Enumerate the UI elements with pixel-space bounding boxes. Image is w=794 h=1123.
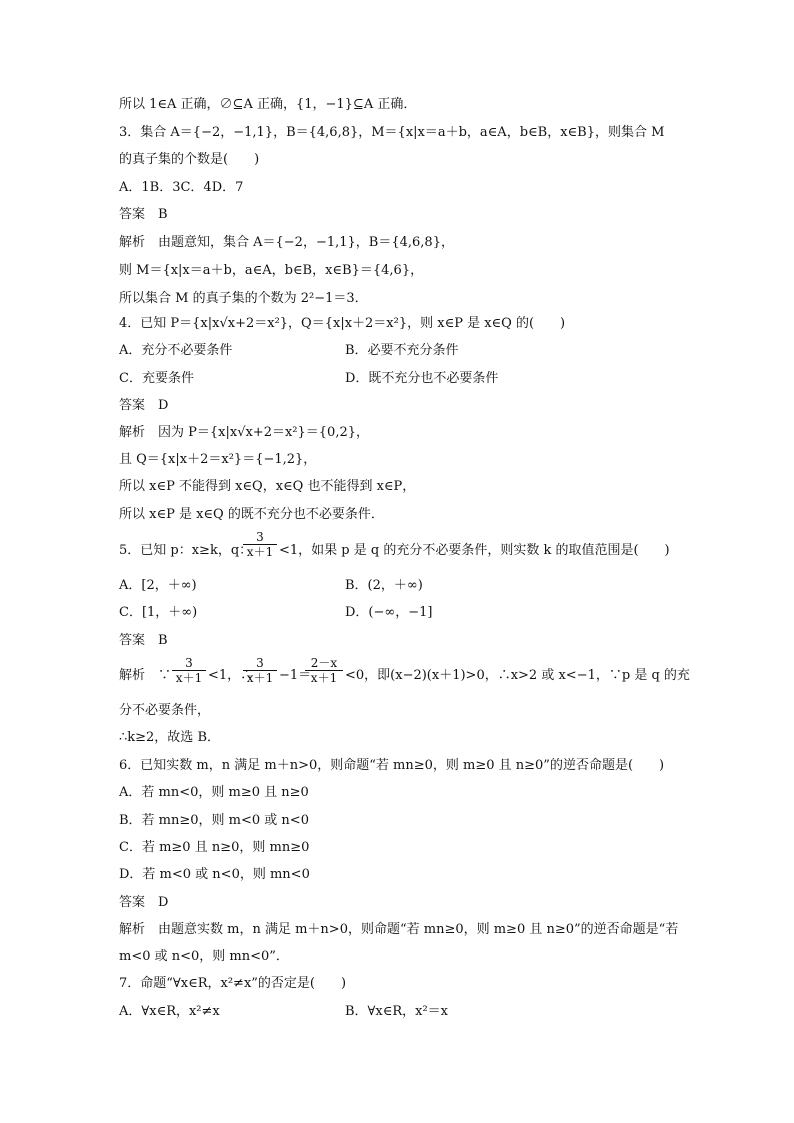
question-6-answer: 答案 D: [119, 895, 169, 910]
question-3-answer: 答案 B: [119, 207, 168, 222]
question-6-option-b: B．若 mn≥0，则 m<0 或 n<0: [119, 813, 309, 828]
fraction-q: [243, 530, 277, 559]
fraction-s2: [243, 656, 277, 685]
question-5-solution-mid-a: <1，∴: [208, 668, 254, 683]
question-5-stem-post: <1，如果 p 是 q 的充分不必要条件，则实数 k 的取值范围是( ): [279, 543, 670, 558]
fraction-s1: [172, 656, 206, 685]
question-4-option-b: B．必要不充分条件: [345, 343, 459, 358]
fraction-numerator: 3: [256, 656, 264, 670]
question-4-option-c: C．充要条件: [119, 371, 194, 386]
question-3-stem-cont: 的真子集的个数是( ): [119, 152, 260, 167]
fraction-denominator: x＋1: [246, 545, 274, 559]
question-5-option-c: C．[1，＋∞): [119, 605, 198, 620]
fraction-denominator: x＋1: [310, 671, 338, 685]
question-5-solution-3: ∴k≥2，故选 B．: [119, 730, 220, 745]
question-5-solution-mid-b: −1＝: [279, 668, 312, 683]
question-6-solution-1: 解析 由题意实数 m，n 满足 m＋n>0，则命题“若 mn≥0，则 m≥0 且 n≥0”的逆否命题是“若: [119, 922, 679, 937]
question-4-solution-4: 所以 x∈P 是 x∈Q 的既不充分也不必要条件．: [119, 507, 384, 522]
question-6-option-a: A．若 mn<0，则 m≥0 且 n≥0: [119, 785, 309, 800]
fraction-denominator: x＋1: [175, 671, 203, 685]
question-4-solution-1: 解析 因为 P＝{x|x√x+2＝x²}＝{0,2}，: [119, 425, 370, 440]
question-7-option-b: B．∀x∈R，x²＝x: [345, 1004, 449, 1019]
question-3-solution-3: 所以集合 M 的真子集的个数为 2²−1＝3．: [119, 291, 368, 306]
question-5-stem-pre: 5．已知 p：x≥k，q：: [119, 543, 253, 558]
question-4-solution-3: 所以 x∈P 不能得到 x∈Q，x∈Q 也不能得到 x∈P，: [119, 479, 416, 494]
question-7-stem: 7．命题“∀x∈R，x²≠x”的否定是( ): [119, 976, 347, 991]
question-4-answer: 答案 D: [119, 398, 169, 413]
question-6-solution-2: m<0 或 n<0，则 mn<0”．: [119, 949, 289, 964]
fraction-numerator: 3: [256, 530, 264, 544]
question-4-option-a: A．充分不必要条件: [119, 343, 233, 358]
question-4-stem: 4．已知 P＝{x|x√x+2＝x²}，Q＝{x|x＋2＝x²}，则 x∈P 是 x∈Q 的( ): [119, 316, 566, 331]
question-6-stem: 6．已知实数 m，n 满足 m＋n>0，则命题“若 mn≥0，则 m≥0 且 n≥0”的逆否命题是( ): [119, 758, 665, 773]
question-3-options: A．1B．3C．4D．7: [119, 180, 244, 195]
fraction-s3: [305, 656, 343, 685]
question-5-solution-post: <0，即(x−2)(x＋1)>0，∴x>2 或 x<−1，∵p 是 q 的充: [345, 668, 690, 683]
question-5-solution-pre: 解析 ∵: [119, 668, 172, 683]
question-6-option-d: D．若 m<0 或 n<0，则 mn<0: [119, 867, 310, 882]
question-3-stem: 3．集合 A＝{−2，−1,1}，B＝{4,6,8}，M＝{x|x＝a＋b，a∈A，b∈B，x∈B}，则集合 M: [119, 125, 665, 140]
question-5-option-d: D．(−∞，−1]: [345, 605, 433, 620]
question-3-solution-1: 解析 由题意知，集合 A＝{−2，−1,1}，B＝{4,6,8}，: [119, 235, 454, 250]
question-7-option-a: A．∀x∈R，x²≠x: [119, 1004, 220, 1019]
text-line: 所以 1∈A 正确，∅⊆A 正确，{1，−1}⊆A 正确．: [119, 97, 417, 112]
question-4-solution-2: 且 Q＝{x|x＋2＝x²}＝{−1,2}，: [119, 452, 317, 467]
fraction-denominator: x＋1: [246, 671, 274, 685]
question-5-answer: 答案 B: [119, 633, 168, 648]
question-5-option-a: A．[2，＋∞): [119, 578, 197, 593]
question-6-option-c: C．若 m≥0 且 n≥0，则 mn≥0: [119, 840, 310, 855]
fraction-numerator: 2－x: [310, 656, 338, 670]
fraction-numerator: 3: [185, 656, 193, 670]
question-3-solution-2: 则 M＝{x|x＝a＋b，a∈A，b∈B，x∈B}＝{4,6}，: [119, 263, 424, 278]
question-5-solution-2: 分不必要条件，: [119, 703, 211, 718]
question-5-option-b: B．(2，＋∞): [345, 578, 423, 593]
question-4-option-d: D．既不充分也不必要条件: [345, 371, 499, 386]
